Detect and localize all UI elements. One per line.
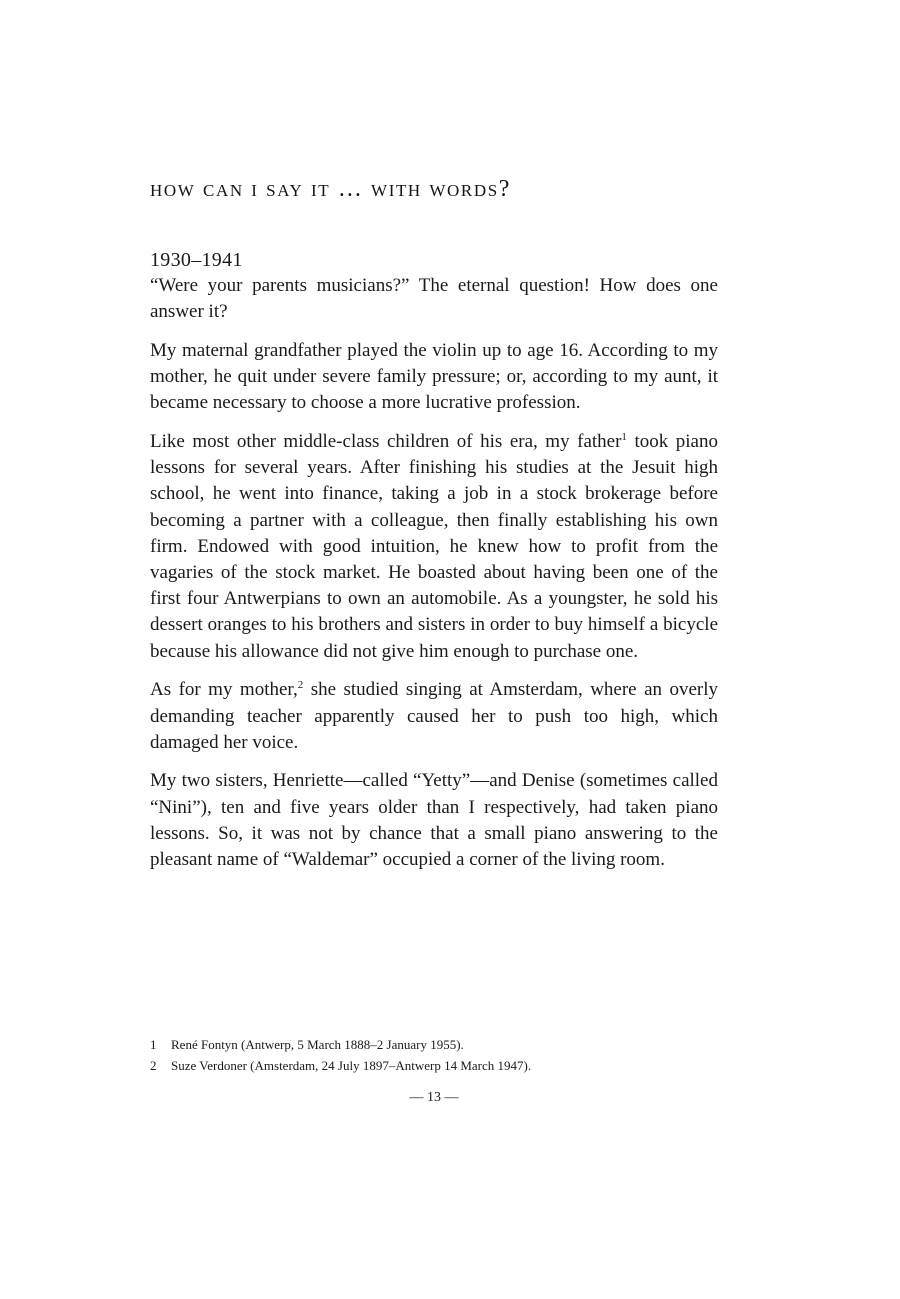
footnote-text: Suze Verdoner (Amsterdam, 24 July 1897–Antwerp 14 March 1947). xyxy=(171,1058,532,1073)
paragraph-sisters: My two sisters, Henriette—called “Yetty”—and Denise (sometimes called “Nini”), ten and five years older than I respectively, had taken piano lessons. So, it was not by chance that a small piano answering to the pleasant name of “Waldemar” occupied a corner of the living room. xyxy=(150,770,718,871)
paragraph-grandfather: My maternal grandfather played the violin up to age 16. According to my mother, he quit under severe family pressure; or, according to my aunt, it became necessary to choose a more lucrative profession. xyxy=(150,339,718,414)
body-text xyxy=(150,273,718,886)
section-date-range: 1930–1941 xyxy=(150,249,243,271)
paragraph-mother-text-end: she studied singing at Amsterdam, where an overly demanding teacher apparently caused her to push too high, which damaged her voice. xyxy=(150,679,719,753)
paragraph-mother-text-start: As for my mother, xyxy=(150,679,298,701)
paragraph-mother xyxy=(150,677,718,756)
footnote-2 xyxy=(150,1055,718,1076)
paragraph-father-text-end: took piano lessons for several years. After finishing his studies at the Jesuit high school, he went into finance, taking a job in a stock brokerage before becoming a partner with a colleague, then finally establishing his own firm. Endowed with good intuition, he knew how to profit from the vagaries of the stock market. He boasted about having been one of the first four Antwerpians to own an automobile. As a youngster, he sold his dessert oranges to his brothers and sisters in order to buy himself a bicycle because his allowance did not give him enough to purchase one. xyxy=(150,431,718,662)
footnote-number: 1 xyxy=(150,1037,157,1052)
page-number: — 13 — xyxy=(409,1090,459,1105)
footnote-reference-1[interactable]: 1 xyxy=(621,431,627,444)
paragraph-father-text-start: Like most other middle-class children of his era, my father xyxy=(150,431,622,453)
footnote-text: René Fontyn (Antwerp, 5 March 1888–2 January 1955). xyxy=(171,1037,464,1052)
footnotes xyxy=(150,1034,718,1076)
paragraph-parents-question: “Were your parents musicians?” The eternal question! How does one answer it? xyxy=(150,275,718,323)
chapter-title: how can i say it … with words? xyxy=(150,176,512,202)
footnote-1 xyxy=(150,1034,718,1055)
paragraph-father xyxy=(150,429,718,665)
footnote-number: 2 xyxy=(150,1058,157,1073)
footnote-reference-2[interactable]: 2 xyxy=(297,679,304,692)
